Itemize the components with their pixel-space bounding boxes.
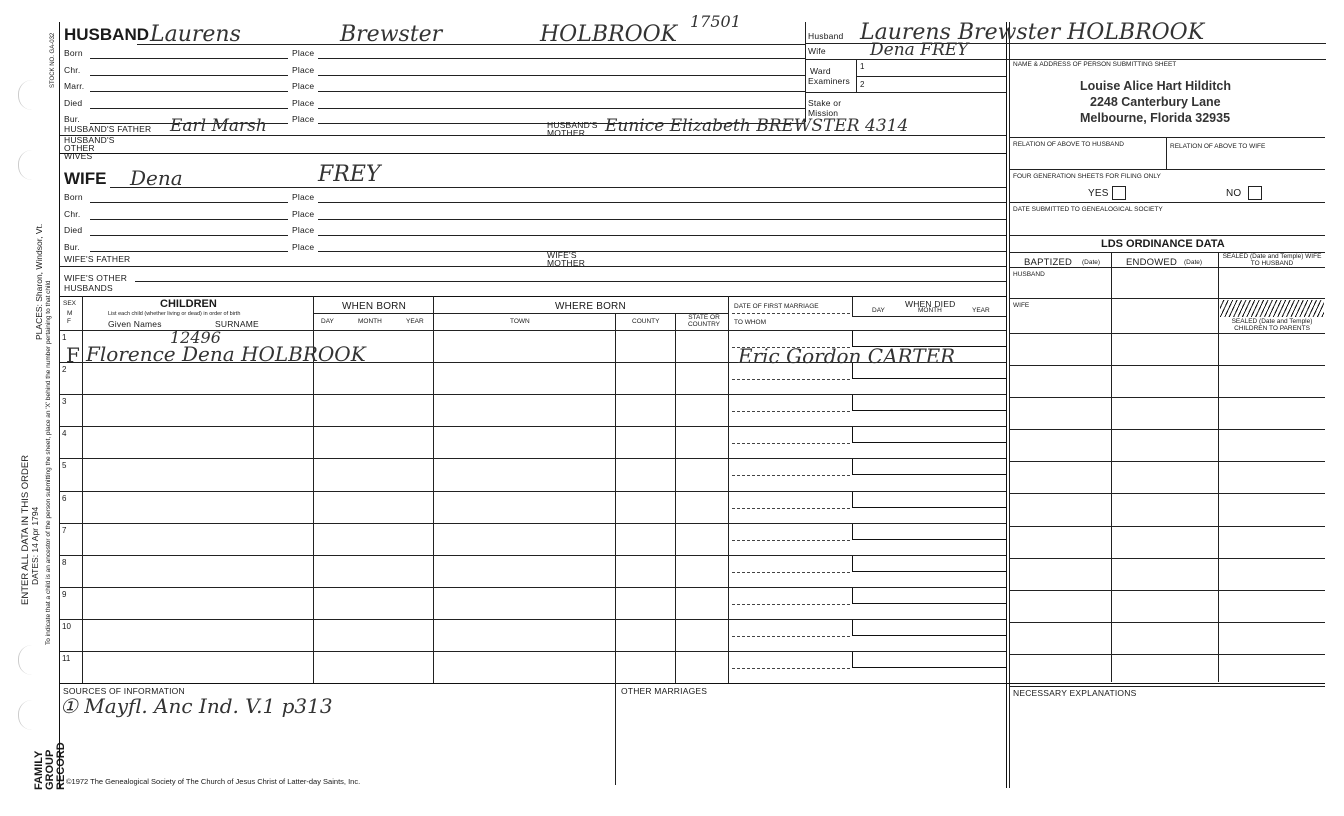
child-1-spouse: Eric Gordon CARTER <box>738 344 956 368</box>
child-row-number: 5 <box>62 461 67 471</box>
husband-born-label: Born <box>64 48 83 58</box>
sealed-hatched-area <box>1220 300 1324 317</box>
child-row-number: 1 <box>62 333 67 342</box>
husband-row-label: HUSBAND <box>1013 271 1045 278</box>
four-generation-label: FOUR GENERATION SHEETS FOR FILING ONLY <box>1013 173 1161 180</box>
child-row-number: 8 <box>62 557 67 567</box>
wife-mother-label: WIFE'S MOTHER <box>547 250 586 268</box>
children-heading: CHILDREN <box>160 298 217 310</box>
dates-hint: DATES: 14 Apr 1794 <box>30 506 40 585</box>
sex-label: SEX <box>63 300 77 307</box>
husband-other-wives-label: HUSBAND'S OTHER WIVES <box>64 135 115 161</box>
surname-label: SURNAME <box>215 319 259 329</box>
panel-husband-value: Laurens Brewster HOLBROOK <box>860 20 1205 45</box>
died-year-label: YEAR <box>972 307 990 314</box>
husband-heading: HUSBAND <box>64 25 149 44</box>
place-label: Place <box>292 65 315 75</box>
born-month-label: MONTH <box>358 318 382 325</box>
yes-checkbox[interactable] <box>1112 186 1126 200</box>
place-label: Place <box>292 81 315 91</box>
place-label: Place <box>292 209 315 219</box>
family-group-record-title: FAMILY GROUP RECORD <box>33 742 67 790</box>
child-1-ref: 12496 <box>170 328 221 347</box>
panel-wife-value: Dena FREY <box>870 40 969 60</box>
lds-ordinance-title: LDS ORDINANCE DATA <box>1101 238 1225 250</box>
yes-label: YES <box>1088 188 1109 199</box>
submitter-city: Melbourne, Florida 32935 <box>1080 111 1231 125</box>
relation-husband-label: RELATION OF ABOVE TO HUSBAND <box>1013 141 1124 148</box>
wife-chr-label: Chr. <box>64 209 81 219</box>
ward-label: Ward <box>810 66 831 76</box>
husband-surname: HOLBROOK <box>540 22 678 47</box>
to-whom-label: TO WHOM <box>734 319 767 326</box>
other-marriages-label: OTHER MARRIAGES <box>621 686 708 696</box>
sources-value: ① Mayfl. Anc Ind. V.1 p313 <box>60 694 333 718</box>
baptized-date-label: (Date) <box>1082 259 1101 266</box>
sex-mf-label: M F <box>67 310 73 325</box>
baptized-label: BAPTIZED <box>1024 257 1073 268</box>
child-row-number: 11 <box>62 654 71 663</box>
husband-mother-label: HUSBAND'S MOTHER <box>547 120 598 138</box>
sources-label: SOURCES OF INFORMATION <box>63 686 185 696</box>
husband-chr-label: Chr. <box>64 65 81 75</box>
husband-father-label: HUSBAND'S FATHER <box>64 124 152 134</box>
panel-husband-label: Husband <box>808 31 844 41</box>
submitter-name: Louise Alice Hart Hilditch <box>1080 79 1231 93</box>
husband-ref-number: 17501 <box>690 12 741 31</box>
died-day-label: DAY <box>872 307 885 314</box>
stake-mission-label: Stake or Mission <box>808 98 842 118</box>
child-row-number: 10 <box>62 621 71 631</box>
husband-bur-label: Bur. <box>64 114 80 124</box>
husband-marr-label: Marr. <box>64 81 85 91</box>
husband-middle-name: Brewster <box>340 22 443 47</box>
died-month-label: MONTH <box>918 307 942 314</box>
wife-bur-label: Bur. <box>64 242 80 252</box>
no-checkbox[interactable] <box>1248 186 1262 200</box>
wife-row-label: WIFE <box>1013 302 1030 309</box>
sealed-children-to-parents-label: SEALED (Date and Temple) CHILDREN TO PARENTS <box>1231 318 1313 332</box>
necessary-explanations-label: NECESSARY EXPLANATIONS <box>1013 688 1137 698</box>
ancestor-hint: To indicate that a child is an ancestor of the person submitting the sheet, place an 'X' behind the number pertaining to that child <box>45 280 52 645</box>
given-names-label: Given Names <box>108 319 162 329</box>
place-label: Place <box>292 98 315 108</box>
wife-died-label: Died <box>64 225 83 235</box>
ward-number: 1 <box>860 62 865 71</box>
date-submitted-label: DATE SUBMITTED TO GENEALOGICAL SOCIETY <box>1013 206 1163 213</box>
child-1-name: Florence Dena HOLBROOK <box>86 342 366 366</box>
where-born-label: WHERE BORN <box>555 301 626 312</box>
town-label: TOWN <box>510 318 530 325</box>
husband-died-label: Died <box>64 98 83 108</box>
husband-mother-value: Eunice Elizabeth BREWSTER 4314 <box>605 116 909 136</box>
panel-wife-label: Wife <box>808 46 826 56</box>
punch-hole <box>18 700 33 730</box>
child-row-number: 2 <box>62 365 67 375</box>
place-label: Place <box>292 114 315 124</box>
born-day-label: DAY <box>321 318 334 325</box>
no-label: NO <box>1226 188 1242 199</box>
copyright-notice: ©1972 The Genealogical Society of The Church of Jesus Christ of Latter-day Saints, Inc. <box>66 777 361 786</box>
endowed-label: ENDOWED <box>1126 257 1178 268</box>
submitter-label: NAME & ADDRESS OF PERSON SUBMITTING SHEET <box>1013 61 1177 68</box>
punch-hole <box>18 80 33 110</box>
place-label: Place <box>292 225 315 235</box>
county-label: COUNTY <box>632 318 660 325</box>
examiners-number: 2 <box>860 80 865 89</box>
child-row-number: 6 <box>62 493 67 503</box>
wife-other-husbands-label: WIFE'S OTHER HUSBANDS <box>64 273 128 293</box>
examiners-label: Examiners <box>808 76 850 86</box>
wife-born-label: Born <box>64 192 83 202</box>
husband-given-name: Laurens <box>150 22 241 47</box>
husband-father-value: Earl Marsh <box>170 116 267 136</box>
child-row-number: 3 <box>62 397 67 407</box>
wife-heading: WIFE <box>64 169 107 188</box>
child-row-number: 7 <box>62 525 67 535</box>
when-born-label: WHEN BORN <box>342 301 407 312</box>
place-label: Place <box>292 242 315 252</box>
born-year-label: YEAR <box>406 318 424 325</box>
wife-surname: FREY <box>318 162 381 187</box>
sealed-wife-to-husband-label: SEALED (Date and Temple) WIFE TO HUSBAND <box>1222 253 1322 267</box>
enter-order-note: ENTER ALL DATA IN THIS ORDER <box>20 454 31 605</box>
wife-father-label: WIFE'S FATHER <box>64 254 131 264</box>
submitter-street: 2248 Canterbury Lane <box>1090 95 1221 109</box>
wife-given-name: Dena <box>130 166 183 190</box>
endowed-date-label: (Date) <box>1184 259 1203 266</box>
stock-number: STOCK NO. GA-032 <box>50 32 56 88</box>
punch-hole <box>18 150 33 180</box>
punch-hole <box>18 645 33 675</box>
relation-wife-label: RELATION OF ABOVE TO WIFE <box>1170 143 1266 150</box>
when-died-label: WHEN DIED <box>905 299 956 309</box>
first-marriage-label: DATE OF FIRST MARRIAGE <box>734 303 819 310</box>
places-hint: PLACES: Sharon, Windsor, Vt. <box>34 223 44 340</box>
children-list-hint: List each child (whether living or dead) in order of birth <box>108 311 241 317</box>
child-1-sex: F <box>66 343 80 367</box>
place-label: Place <box>292 192 315 202</box>
child-row-number: 9 <box>62 589 67 599</box>
place-label: Place <box>292 48 315 58</box>
child-row-number: 4 <box>62 429 67 439</box>
state-country-label: STATE OR COUNTRY <box>687 314 721 328</box>
